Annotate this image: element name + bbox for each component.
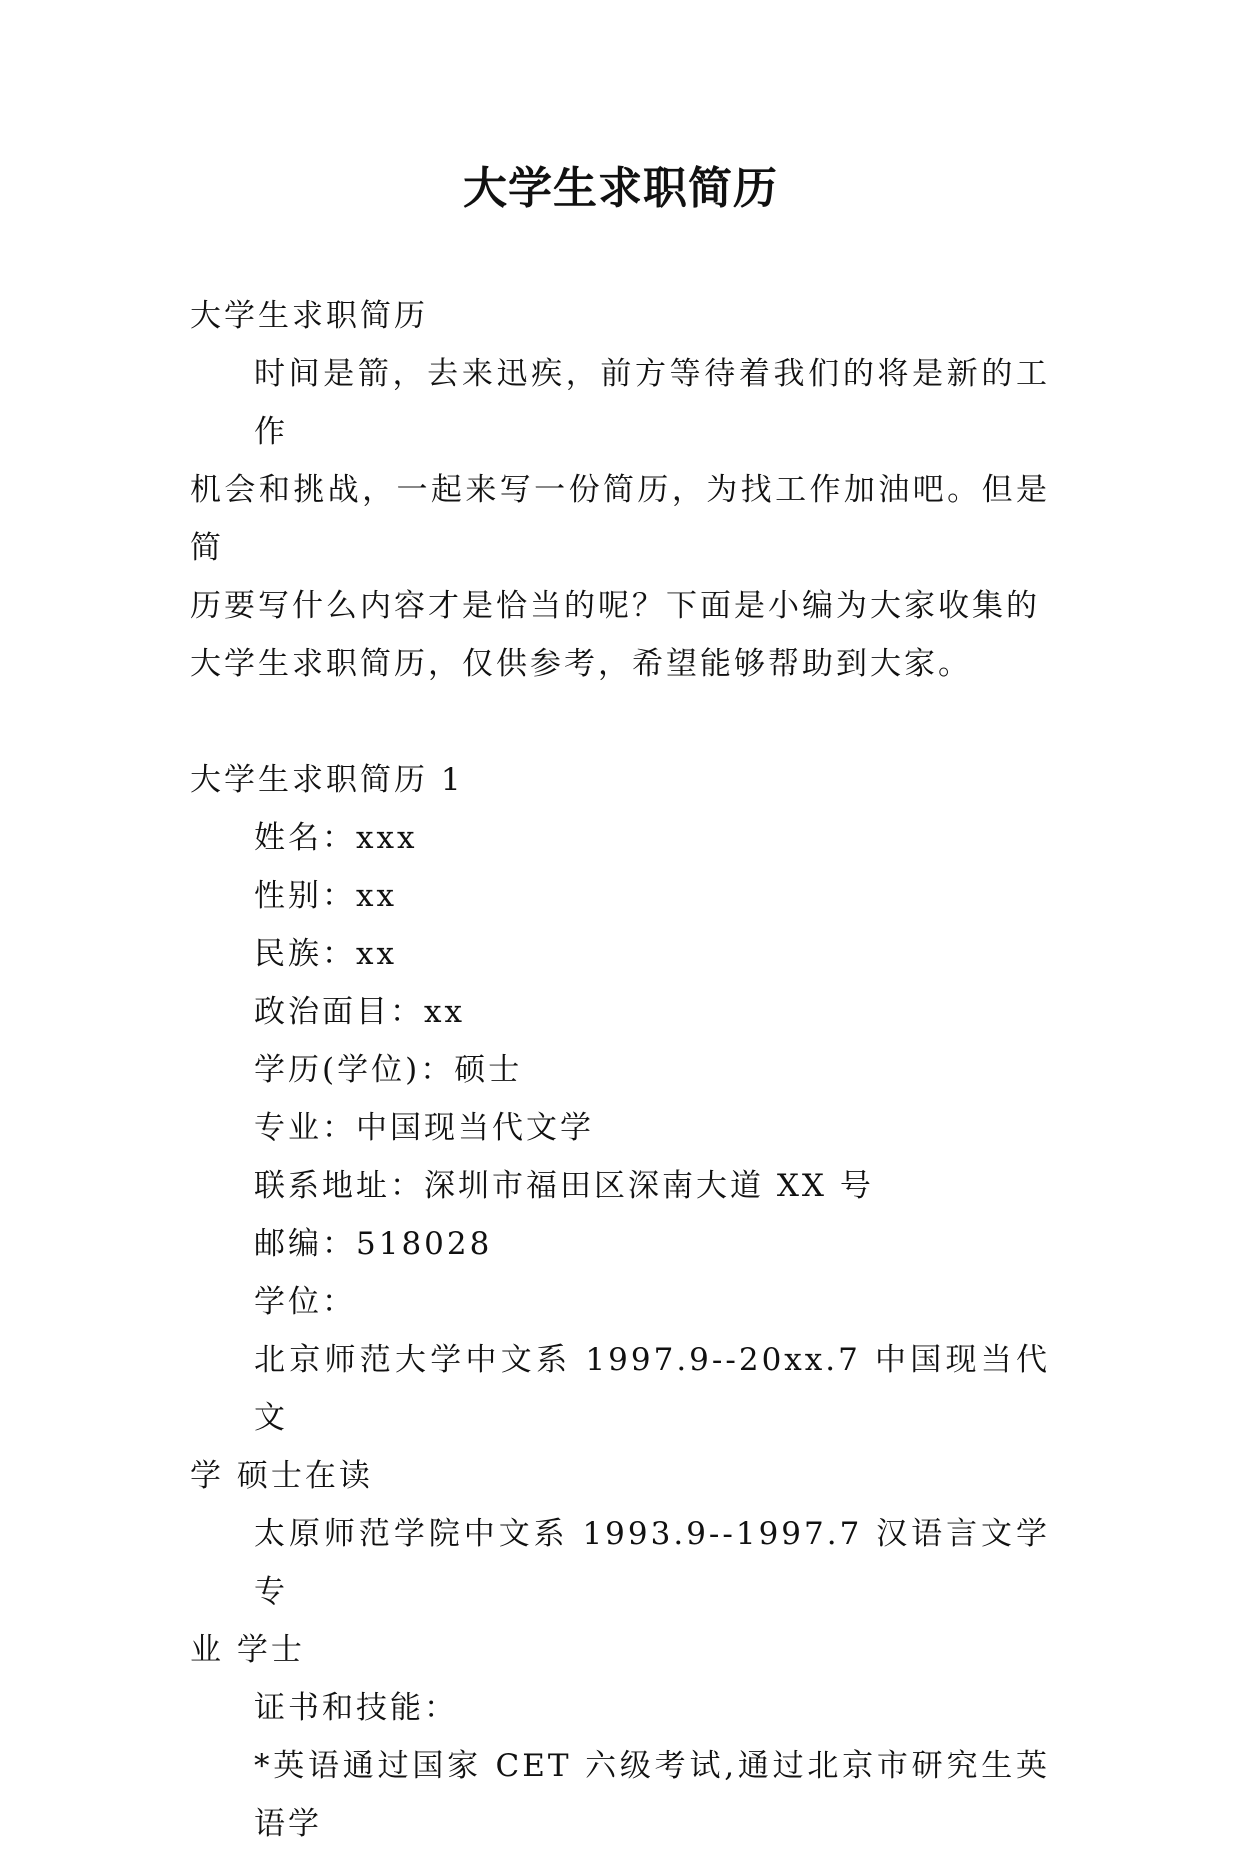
document-body — [190, 287, 1050, 1853]
field-gender: 性别：xx — [254, 878, 397, 914]
field-education: 学历(学位)：硕士 — [254, 1052, 523, 1088]
degree-2-line-2: 业 学士 — [190, 1632, 305, 1668]
field-address: 联系地址：深圳市福田区深南大道 XX 号 — [254, 1168, 874, 1204]
degree-1-line-2: 学 硕士在读 — [190, 1458, 373, 1494]
intro-line-1: 时间是箭，去来迅疾，前方等待着我们的将是新的工作 — [254, 356, 1050, 450]
field-name: 姓名：xxx — [254, 820, 418, 856]
intro-line-2: 机会和挑战，一起来写一份简历，为找工作加油吧。但是简 — [190, 472, 1050, 566]
field-major: 专业：中国现当代文学 — [254, 1110, 594, 1146]
skills-label: 证书和技能： — [254, 1690, 458, 1726]
degree-2-line-1: 太原师范学院中文系 1993.9--1997.7 汉语言文学专 — [254, 1516, 1050, 1610]
document-title: 大学生求职简历 — [463, 163, 778, 214]
intro-line-3: 历要写什么内容才是恰当的呢？下面是小编为大家收集的 — [190, 588, 1040, 624]
spacer — [190, 693, 1050, 751]
field-postcode: 邮编：518028 — [254, 1226, 493, 1262]
skills-line-1: *英语通过国家 CET 六级考试,通过北京市研究生英语学 — [254, 1748, 1050, 1842]
degree-1-line-1: 北京师范大学中文系 1997.9--20xx.7 中国现当代文 — [254, 1342, 1050, 1436]
intro-line-4: 大学生求职简历，仅供参考，希望能够帮助到大家。 — [190, 646, 972, 682]
field-ethnicity: 民族：xx — [254, 936, 397, 972]
section-heading: 大学生求职简历 — [190, 298, 428, 334]
field-politics: 政治面目：xx — [254, 994, 465, 1030]
resume-1-heading: 大学生求职简历 1 — [190, 762, 464, 798]
field-degree-label: 学位： — [254, 1284, 356, 1320]
